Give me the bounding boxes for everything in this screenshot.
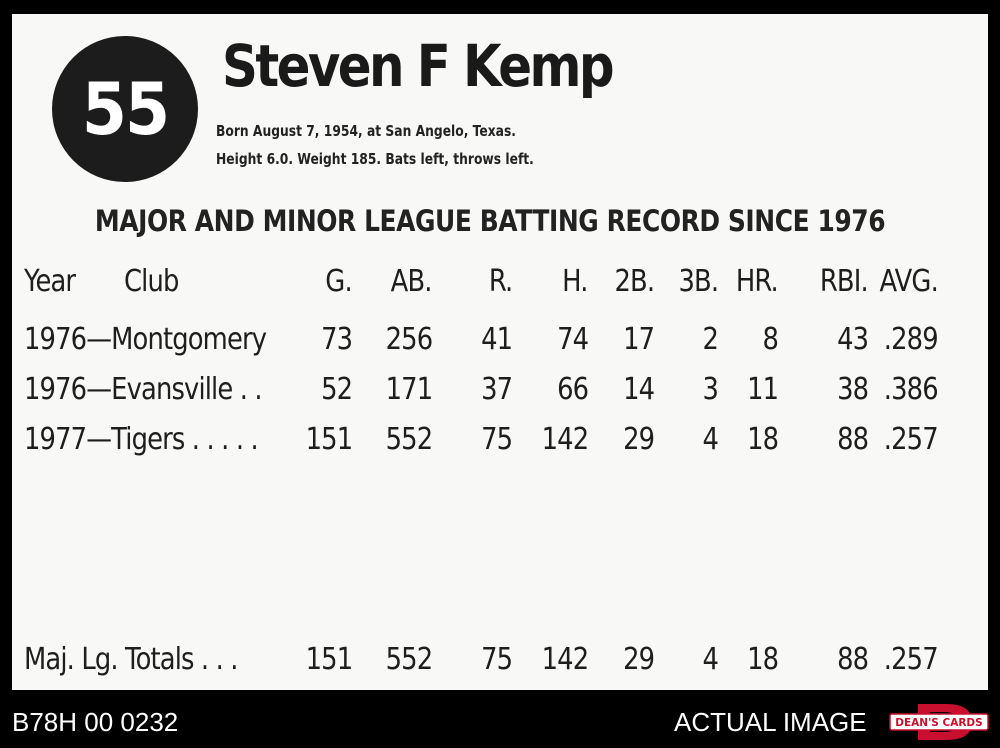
cell-h: 66 <box>556 372 588 407</box>
card-number-badge: 55 <box>52 36 198 182</box>
header-year: Year <box>24 264 76 299</box>
cell-2b: 14 <box>622 372 654 407</box>
cell-hr: 11 <box>746 372 778 407</box>
header-3b: 3B. <box>678 264 718 299</box>
birth-info: Born August 7, 1954, at San Angelo, Texas. <box>216 122 516 140</box>
cell-h: 142 <box>541 422 588 457</box>
cell-3b: 3 <box>702 372 718 407</box>
cell-g: 151 <box>305 642 352 677</box>
cell-2b: 29 <box>622 642 654 677</box>
physical-info: Height 6.0. Weight 185. Bats left, throws left. <box>216 150 534 168</box>
header-rbi: RBI. <box>820 264 868 299</box>
cell-r: 75 <box>480 422 512 457</box>
header-ab: AB. <box>391 264 432 299</box>
table-row <box>12 372 988 412</box>
reference-code: B78H 00 0232 <box>12 707 179 737</box>
cell-g: 151 <box>305 422 352 457</box>
cell-club: 1976—Montgomery <box>24 322 267 357</box>
table-row <box>12 422 988 462</box>
cell-h: 142 <box>541 642 588 677</box>
header-club: Club <box>124 264 179 299</box>
cell-3b: 2 <box>702 322 718 357</box>
cell-club: 1976—Evansville . . <box>24 372 262 407</box>
deans-cards-logo <box>888 700 990 744</box>
svg-text:DEAN'S CARDS: DEAN'S CARDS <box>895 717 983 729</box>
cell-hr: 18 <box>746 642 778 677</box>
header-g: G. <box>325 264 352 299</box>
cell-2b: 17 <box>622 322 654 357</box>
cell-avg: .257 <box>883 642 938 677</box>
cell-g: 52 <box>320 372 352 407</box>
cell-h: 74 <box>556 322 588 357</box>
totals-row <box>12 642 988 682</box>
cell-r: 37 <box>480 372 512 407</box>
actual-image-label: ACTUAL IMAGE <box>674 707 867 737</box>
cell-rbi: 88 <box>836 422 868 457</box>
cell-3b: 4 <box>702 422 718 457</box>
baseball-card-back <box>12 14 988 690</box>
cell-club: Maj. Lg. Totals . . . <box>24 642 238 677</box>
image-footer <box>0 690 1000 748</box>
record-heading: MAJOR AND MINOR LEAGUE BATTING RECORD SINCE 1976 <box>94 204 886 238</box>
table-row <box>12 322 988 362</box>
cell-ab: 552 <box>385 422 432 457</box>
cell-rbi: 43 <box>836 322 868 357</box>
cell-club: 1977—Tigers . . . . . <box>24 422 258 457</box>
cell-g: 73 <box>320 322 352 357</box>
cell-ab: 552 <box>385 642 432 677</box>
cell-hr: 8 <box>762 322 778 357</box>
cell-ab: 171 <box>385 372 432 407</box>
cell-r: 75 <box>480 642 512 677</box>
header-avg: AVG. <box>879 264 938 299</box>
cell-2b: 29 <box>622 422 654 457</box>
table-header-row <box>12 264 988 304</box>
cell-r: 41 <box>480 322 512 357</box>
cell-ab: 256 <box>385 322 432 357</box>
cell-avg: .386 <box>883 372 938 407</box>
cell-rbi: 38 <box>836 372 868 407</box>
header-r: R. <box>488 264 512 299</box>
cell-avg: .257 <box>883 422 938 457</box>
cell-avg: .289 <box>883 322 938 357</box>
header-h: H. <box>562 264 588 299</box>
cell-hr: 18 <box>746 422 778 457</box>
player-name: Steven F Kemp <box>222 32 613 100</box>
header-hr: HR. <box>735 264 778 299</box>
header-2b: 2B. <box>614 264 654 299</box>
cell-3b: 4 <box>702 642 718 677</box>
cell-rbi: 88 <box>836 642 868 677</box>
